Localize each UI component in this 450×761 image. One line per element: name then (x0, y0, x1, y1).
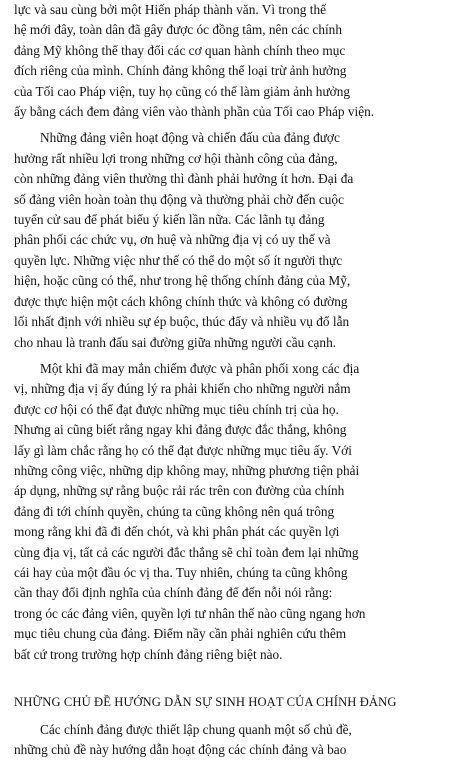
text-line: ấy bằng cách đem đảng viên vào thành phần của Tối cao Pháp viện. (14, 104, 375, 120)
text-line: Những đảng viên hoạt động và chiến đấu của đảng được (40, 130, 340, 146)
text-line: còn những đảng viên thường thì đành phải hưởng ít hơn. Đại đa (14, 171, 354, 187)
text-line: mong rằng khi đã đi đến chót, và khi phân phát các quyền lợi (14, 524, 340, 540)
text-line: lấy gì làm chắc rằng họ có thể đạt được những mục tiêu ấy. Với (14, 442, 352, 458)
text-line: Các chính đảng được thiết lập chung quanh một số chủ đề, (40, 722, 352, 737)
text-line: đích riêng của mình. Chính đảng không thể loại trừ ảnh hưởng (14, 63, 347, 79)
text-line: bất cứ trong trường hợp chính đảng riêng biệt nào. (14, 646, 283, 662)
text-line: Nhưng ai cũng biết rằng ngay khi đảng được đắc thắng, không (14, 422, 347, 438)
text-line: được cơ hội có thể đạt được những mục tiêu chính trị của họ. (14, 401, 339, 417)
text-line: hưởng rất nhiều lợi trong những cơ hội thành công của đảng, (14, 150, 338, 166)
text-line: cùng địa vị, tất cả các người đắc thắng sẽ chỉ toàn đem lại những (14, 544, 359, 560)
text-line: áp dụng, những sự rằng buộc rải rác trên con đường của chính (14, 483, 345, 499)
text-line: của Tối cao Pháp viện, tuy họ cũng có thể làm giảm ảnh hưởng (14, 83, 350, 99)
text-line: cái hay của một đầu óc vị tha. Tuy nhiên, chúng ta cũng không (14, 564, 348, 580)
paragraph-1 (14, 0, 440, 122)
text-line: những chủ đề này hướng dẫn hoạt động các chính đảng và bao (14, 742, 347, 758)
text-line: những công việc, những dịp không may, những phương tiện phải (14, 462, 360, 478)
text-line: Một khi đã may mắn chiếm được và phân phối xong các địa (40, 360, 360, 376)
text-line: số đảng viên hoàn toàn thụ động và thường phải chờ đến cuộc (14, 191, 344, 207)
text-line: được thực hiện một cách không chính thức và không có đường (14, 293, 348, 309)
paragraph-2 (14, 128, 440, 352)
text-line: vị, những địa vị ấy đúng lý ra phải khiến cho những người nắm (14, 381, 351, 397)
text-line: cho nhau là tranh đấu sai đường giữa những người cầu cạnh. (14, 334, 337, 350)
text-line: mục tiêu chung của đảng. Điểm nầy cần phải nghiên cứu thêm (14, 626, 347, 642)
paragraph-3 (14, 359, 440, 665)
text-line: đảng Mỹ không thể thay đổi các cơ quan hành chính theo mục (14, 42, 346, 58)
text-line: trong óc các đảng viên, quyền lợi tư nhân thế nào cũng ngang hơn (14, 605, 366, 621)
text-line: hệ mới đây, toàn dân đã gây được óc đồng tâm, nên các chính (14, 22, 342, 38)
paragraph-4 (14, 720, 440, 761)
text-line: đảng đi tới chính quyền, chúng ta cũng không nên quá trông (14, 503, 335, 519)
text-line: hiện, hoặc cũng có thể, như trong hệ thống chính đảng của Mỹ, (14, 273, 351, 289)
text-line: quyền lực. Những việc như thế có thể do một số ít người thực (14, 252, 343, 268)
text-line: phân phối các chức vụ, ơn huệ và những địa vị có uy thế và (14, 232, 331, 248)
text-line: cần thay đổi định nghĩa của chính đảng để đến nỗi nói rằng: (14, 585, 333, 601)
section-heading: NHỮNG CHỦ ĐỀ HƯỚNG DẪN SỰ SINH HOẠT CỦA CHÍNH ĐẢNG (14, 695, 397, 709)
text-line: lối nhất định với nhiều sự ép buộc, thúc đẩy và nhiều vụ đổ lẫn (14, 314, 350, 330)
text-line: lực và sau cùng bởi một Hiến pháp thành văn. Vì trong thế (14, 2, 327, 17)
text-line: tuyển cử sau để phát biểu ý kiến lần nữa. Các lãnh tụ đảng (14, 212, 325, 228)
